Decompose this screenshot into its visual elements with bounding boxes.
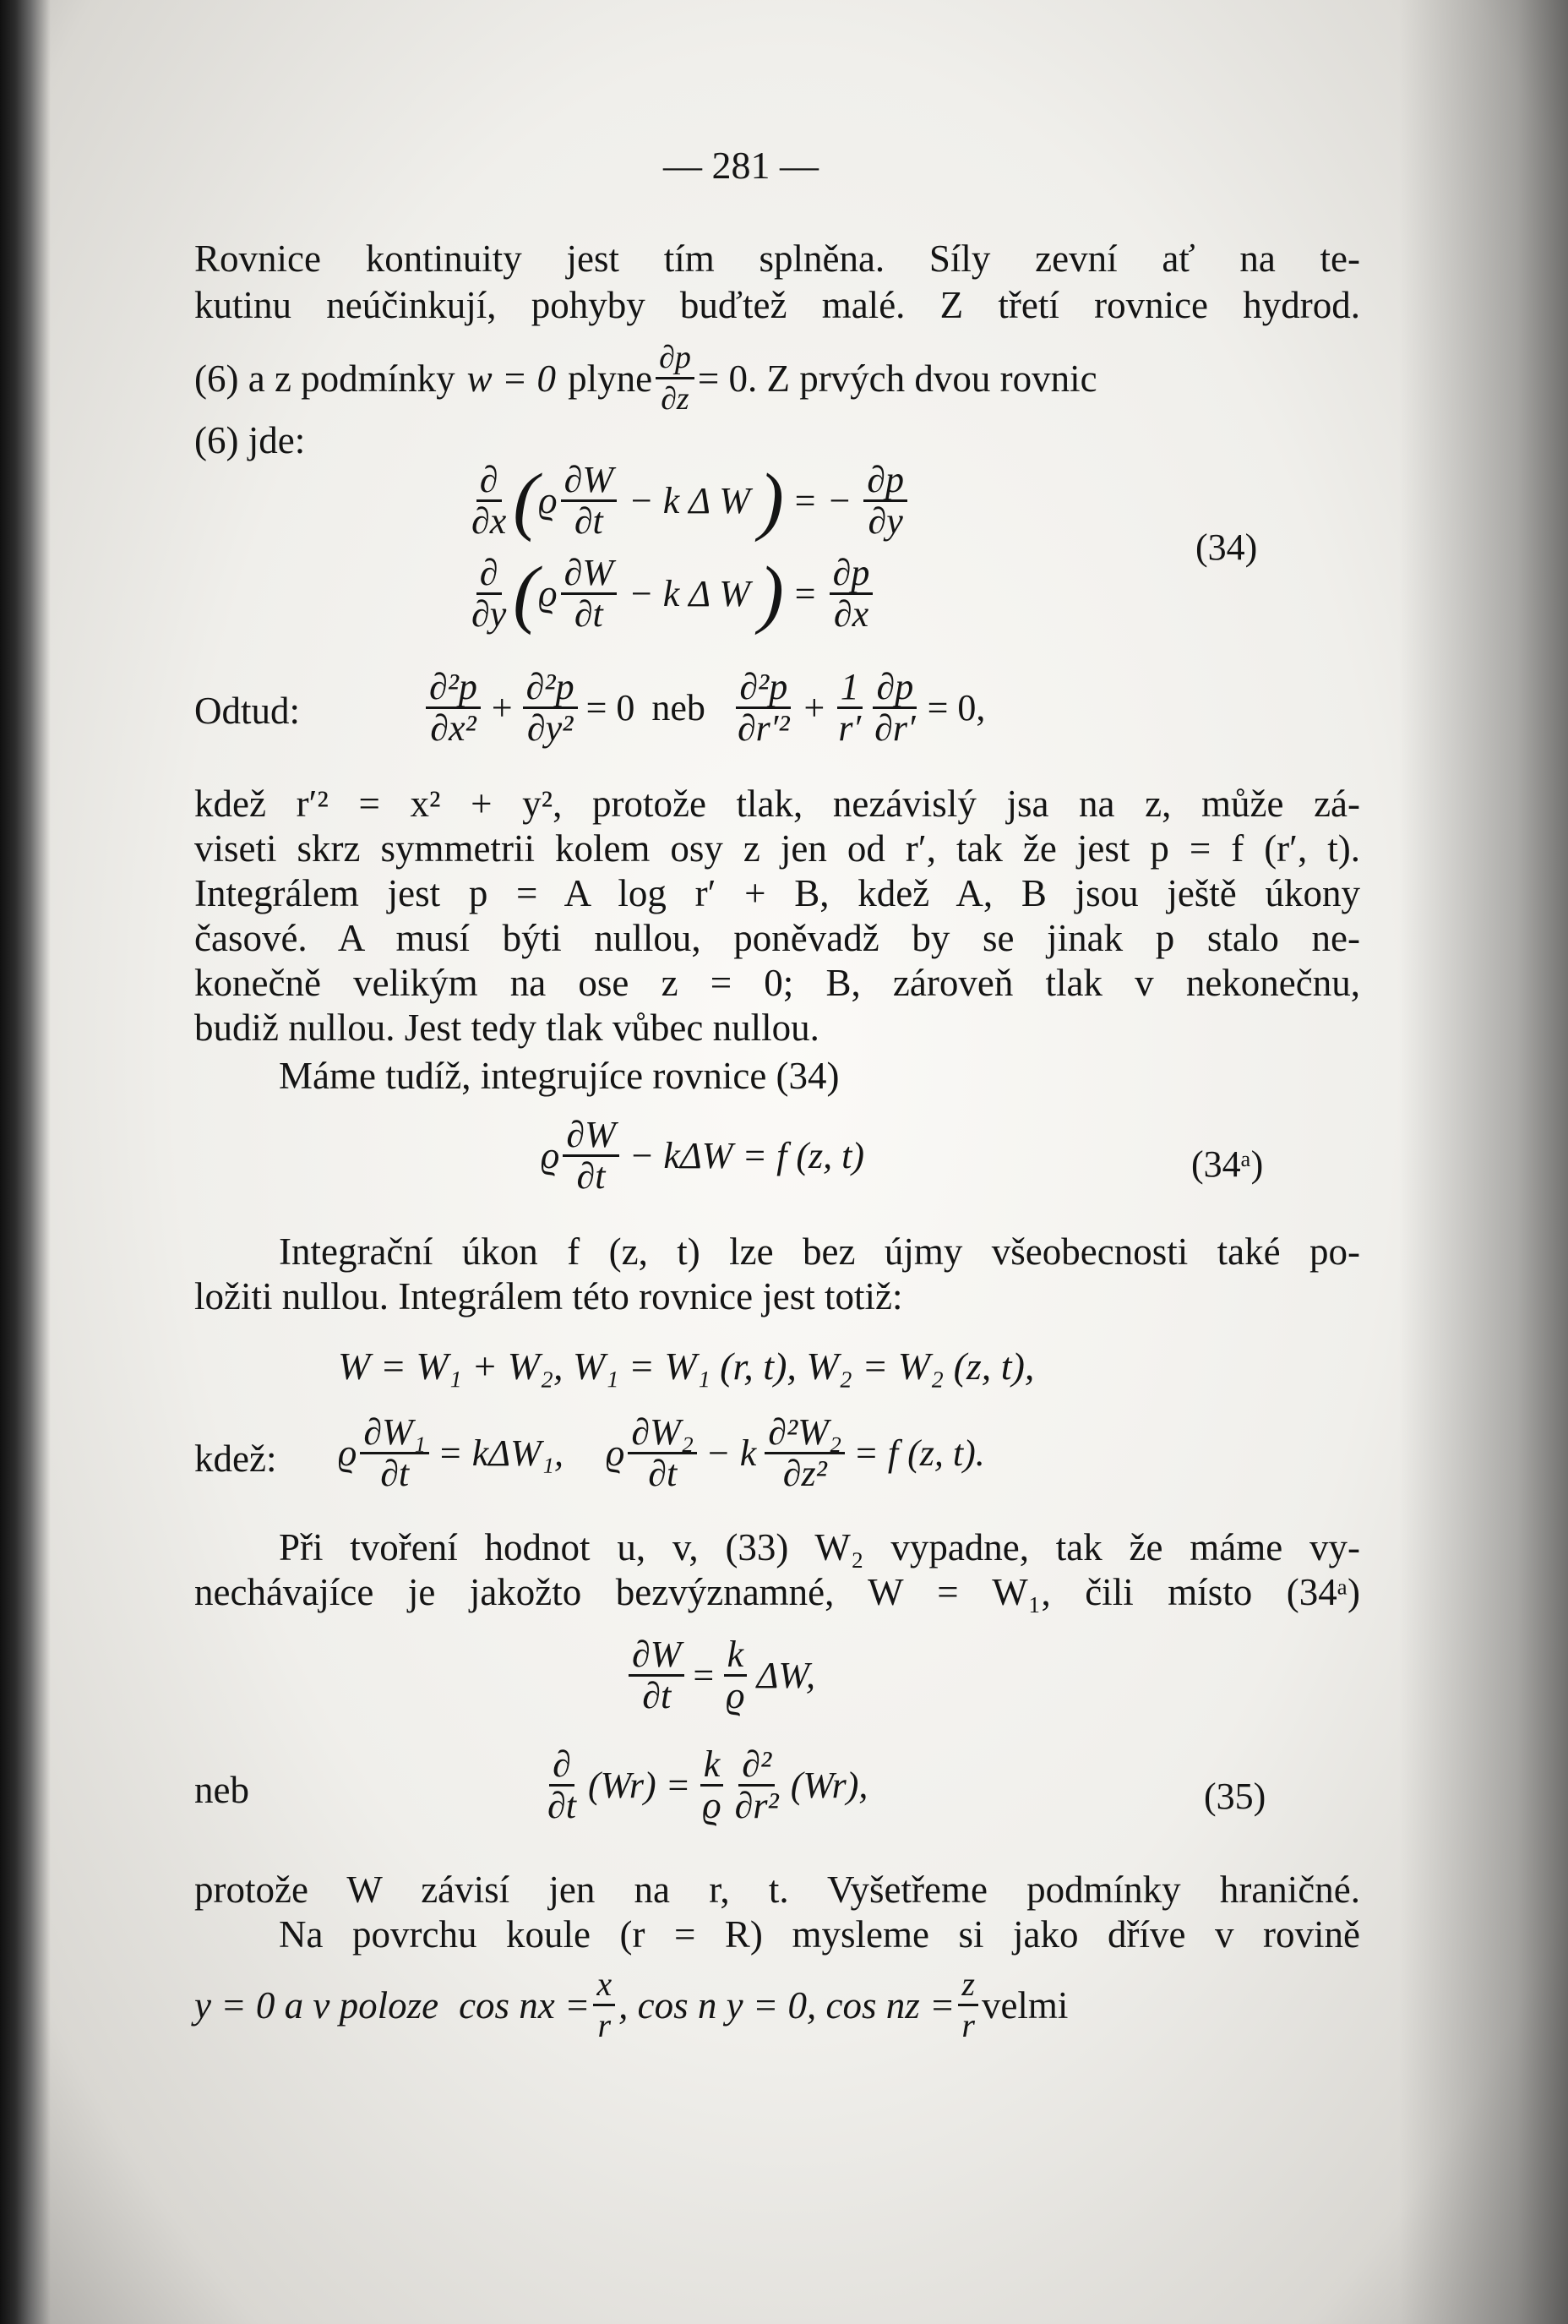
rho-symbol: ϱ <box>538 573 558 614</box>
fraction-denominator: ∂t <box>648 1453 678 1494</box>
fraction <box>830 554 874 634</box>
fraction-numerator: ∂²p <box>736 668 791 709</box>
fraction <box>593 1965 615 2045</box>
fraction-denominator: ϱ <box>726 1675 745 1716</box>
fraction <box>863 461 907 541</box>
fraction-denominator: ∂t <box>547 1785 576 1826</box>
fraction-numerator: ∂W₂ <box>628 1413 697 1454</box>
fraction <box>958 1965 978 2045</box>
fraction-numerator: ∂ <box>476 554 502 595</box>
fraction-numerator: ∂² <box>738 1745 775 1787</box>
text-line: protože W závisí jen na r, t. Vyšetřeme podmínky hraničné. <box>194 1868 1360 1911</box>
fraction-numerator: ∂W <box>563 1116 618 1157</box>
text-fragment: neb <box>651 687 705 728</box>
fraction-numerator: x <box>593 1965 615 2006</box>
text-fragment: (6) a z podmínky <box>194 357 455 400</box>
rho-symbol: ϱ <box>338 1432 357 1474</box>
equation-number: (35) <box>1204 1776 1266 1817</box>
fraction <box>871 668 919 748</box>
fraction <box>656 338 694 418</box>
text-line-with-fraction <box>194 1965 1068 2045</box>
fraction-denominator: ∂r′ <box>874 707 916 749</box>
math-fragment: (Wr), <box>790 1765 868 1806</box>
paren-close: ) <box>758 458 784 543</box>
fraction-denominator: ∂z <box>661 381 689 417</box>
math-fragment: = kΔW₁, <box>438 1432 564 1474</box>
plus-sign: + <box>488 687 514 728</box>
text-line: (6) jde: <box>194 419 306 461</box>
equals-minus: = − <box>792 480 852 521</box>
equation-w-split: W = W₁ + W₂, W₁ = W₁ (r, t), W₂ = W₂ (z, t), <box>338 1345 1035 1388</box>
fraction-numerator: ∂p <box>863 461 907 502</box>
text-line: Integrálem jest p = A log r′ + B, kdež A, B jsou ještě úkony <box>194 872 1360 914</box>
odtud-label: Odtud: <box>194 690 301 732</box>
math-fragment: − k Δ W <box>629 480 750 521</box>
math-fragment: , cos n y = 0, cos nz = <box>618 1983 956 2027</box>
math-fragment: = 0 <box>585 687 635 728</box>
fraction <box>699 1745 724 1825</box>
math-fragment: (Wr) = <box>587 1765 691 1806</box>
equals-sign: = <box>693 1655 715 1696</box>
math-fragment: ΔW, <box>756 1655 815 1696</box>
fraction <box>835 668 864 748</box>
text-line: kutinu neúčinkují, pohyby buďtež malé. Z třetí rovnice hydrod. <box>194 284 1360 326</box>
fraction <box>628 1413 697 1493</box>
fraction-denominator: ∂z² <box>782 1453 827 1494</box>
fraction-denominator: r <box>961 2006 975 2044</box>
math-fragment: − kΔW = f (z, t) <box>629 1135 864 1176</box>
fraction <box>468 461 509 541</box>
text-fragment: plyne <box>568 357 653 400</box>
fraction-denominator: ∂y <box>868 500 903 542</box>
math-fragment: w = 0 <box>466 357 557 400</box>
fraction <box>468 554 509 634</box>
math-fragment: cos nx = <box>459 1983 591 2027</box>
math-fragment: − k <box>705 1432 757 1474</box>
equation-34-row-1 <box>465 458 911 543</box>
fraction-numerator: 1 <box>837 668 863 709</box>
fraction-numerator: ∂W₁ <box>360 1413 429 1454</box>
text-line: Na povrchu koule (r = R) mysleme si jako dříve v rovině <box>279 1913 1360 1956</box>
rho-symbol: ϱ <box>541 1135 560 1176</box>
rho-symbol: ϱ <box>606 1432 625 1474</box>
fraction-numerator: ∂W <box>561 461 617 502</box>
page-edge-shadow <box>1399 0 1568 2324</box>
fraction-denominator: ϱ <box>702 1785 721 1826</box>
text-fragment: = 0. Z prvých dvou rovnic <box>697 357 1097 400</box>
text-line: Máme tudíž, integrujíce rovnice (34) <box>279 1055 840 1097</box>
fraction-numerator: k <box>724 1635 748 1677</box>
math-fragment: = 0, <box>927 687 986 728</box>
fraction-denominator: ∂t <box>576 1155 606 1197</box>
page-number: — 281 — <box>663 144 819 187</box>
fraction-denominator: ∂t <box>574 593 603 635</box>
equation-number: (34) <box>1195 526 1258 568</box>
fraction <box>561 554 617 634</box>
laplace-equation <box>422 668 985 748</box>
fraction-denominator: ∂x <box>833 593 869 635</box>
fraction <box>561 461 617 541</box>
math-fragment: = f (z, t). <box>853 1432 985 1474</box>
text-line: Rovnice kontinuity jest tím splněna. Síly zevní ať na te- <box>194 237 1360 280</box>
book-spine-shadow <box>0 0 51 2324</box>
rho-symbol: ϱ <box>538 480 558 521</box>
fraction-numerator: z <box>958 1965 978 2006</box>
text-line: Integrační úkon f (z, t) lze bez újmy všeobecnosti také po- <box>279 1230 1360 1273</box>
equation-35 <box>541 1745 868 1825</box>
fraction-denominator: ∂y <box>471 593 507 635</box>
paren-open: ( <box>513 551 539 636</box>
fraction-denominator: r <box>597 2006 612 2044</box>
fraction-numerator: ∂p <box>830 554 874 595</box>
fraction-numerator: ∂²p <box>523 668 578 709</box>
fraction <box>732 1745 782 1825</box>
fraction-denominator: ∂x <box>471 500 507 542</box>
neb-label: neb <box>194 1769 249 1811</box>
fraction <box>563 1116 618 1196</box>
fraction-denominator: ∂r² <box>734 1785 779 1826</box>
equation-w-components <box>338 1413 985 1493</box>
text-fragment: velmi <box>981 1983 1069 2027</box>
fraction-denominator: ∂t <box>380 1453 410 1494</box>
fraction-numerator: ∂W <box>629 1635 684 1677</box>
fraction <box>544 1745 580 1825</box>
fraction <box>523 668 578 748</box>
fraction <box>734 668 793 748</box>
fraction <box>722 1635 748 1716</box>
fraction-denominator: ∂t <box>574 500 603 542</box>
text-line-with-fraction <box>194 338 1360 418</box>
fraction-denominator: ∂y² <box>526 707 574 749</box>
fraction-numerator: ∂W <box>561 554 617 595</box>
fraction-numerator: ∂ <box>549 1745 574 1787</box>
fraction-denominator: ∂x² <box>430 707 476 749</box>
fraction-numerator: ∂p <box>873 668 917 709</box>
fraction-numerator: k <box>700 1745 724 1787</box>
fraction <box>629 1635 684 1716</box>
equation-34-row-2 <box>465 551 876 636</box>
fraction-denominator: ∂r′² <box>737 707 790 749</box>
text-line: nechávajíce je jakožto bezvýznamné, W = W₁, čili místo (34ᵃ) <box>194 1571 1360 1613</box>
text-line: kdež r′² = x² + y², protože tlak, nezávislý jsa na z, může zá- <box>194 783 1360 825</box>
text-line: časové. A musí býti nullou, poněvadž by se jinak p stalo ne- <box>194 917 1360 959</box>
plus-sign: + <box>801 687 827 728</box>
fraction <box>426 668 481 748</box>
equals-sign: = <box>792 573 818 614</box>
paren-open: ( <box>513 458 539 543</box>
text-line: Při tvoření hodnot u, v, (33) W₂ vypadne, tak že máme vy- <box>279 1526 1360 1568</box>
paren-close: ) <box>758 551 784 636</box>
fraction-denominator: ∂t <box>642 1675 672 1716</box>
text-fragment: y = 0 a v poloze <box>194 1983 439 2027</box>
kdez-label: kdež: <box>194 1437 277 1480</box>
text-line: budiž nullou. Jest tedy tlak vůbec nullou. <box>194 1007 819 1049</box>
fraction <box>360 1413 429 1493</box>
text-line: ložiti nullou. Integrálem této rovnice jest totiž: <box>194 1275 903 1317</box>
fraction-numerator: ∂p <box>656 338 694 379</box>
fraction-numerator: ∂²p <box>426 668 481 709</box>
diffusion-equation <box>625 1635 815 1716</box>
equation-number: (34ᵃ) <box>1191 1143 1264 1185</box>
fraction-numerator: ∂²W₂ <box>765 1413 845 1454</box>
fraction <box>765 1413 845 1493</box>
text-line: konečně velikým na ose z = 0; B, zároveň tlak v nekonečnu, <box>194 962 1360 1004</box>
text-line: viseti skrz symmetrii kolem osy z jen od r′, tak že jest p = f (r′, t). <box>194 827 1360 870</box>
math-fragment: − k Δ W <box>629 573 750 614</box>
fraction-numerator: ∂ <box>476 461 502 502</box>
fraction-denominator: r′ <box>838 707 862 749</box>
equation-34a <box>541 1116 864 1196</box>
